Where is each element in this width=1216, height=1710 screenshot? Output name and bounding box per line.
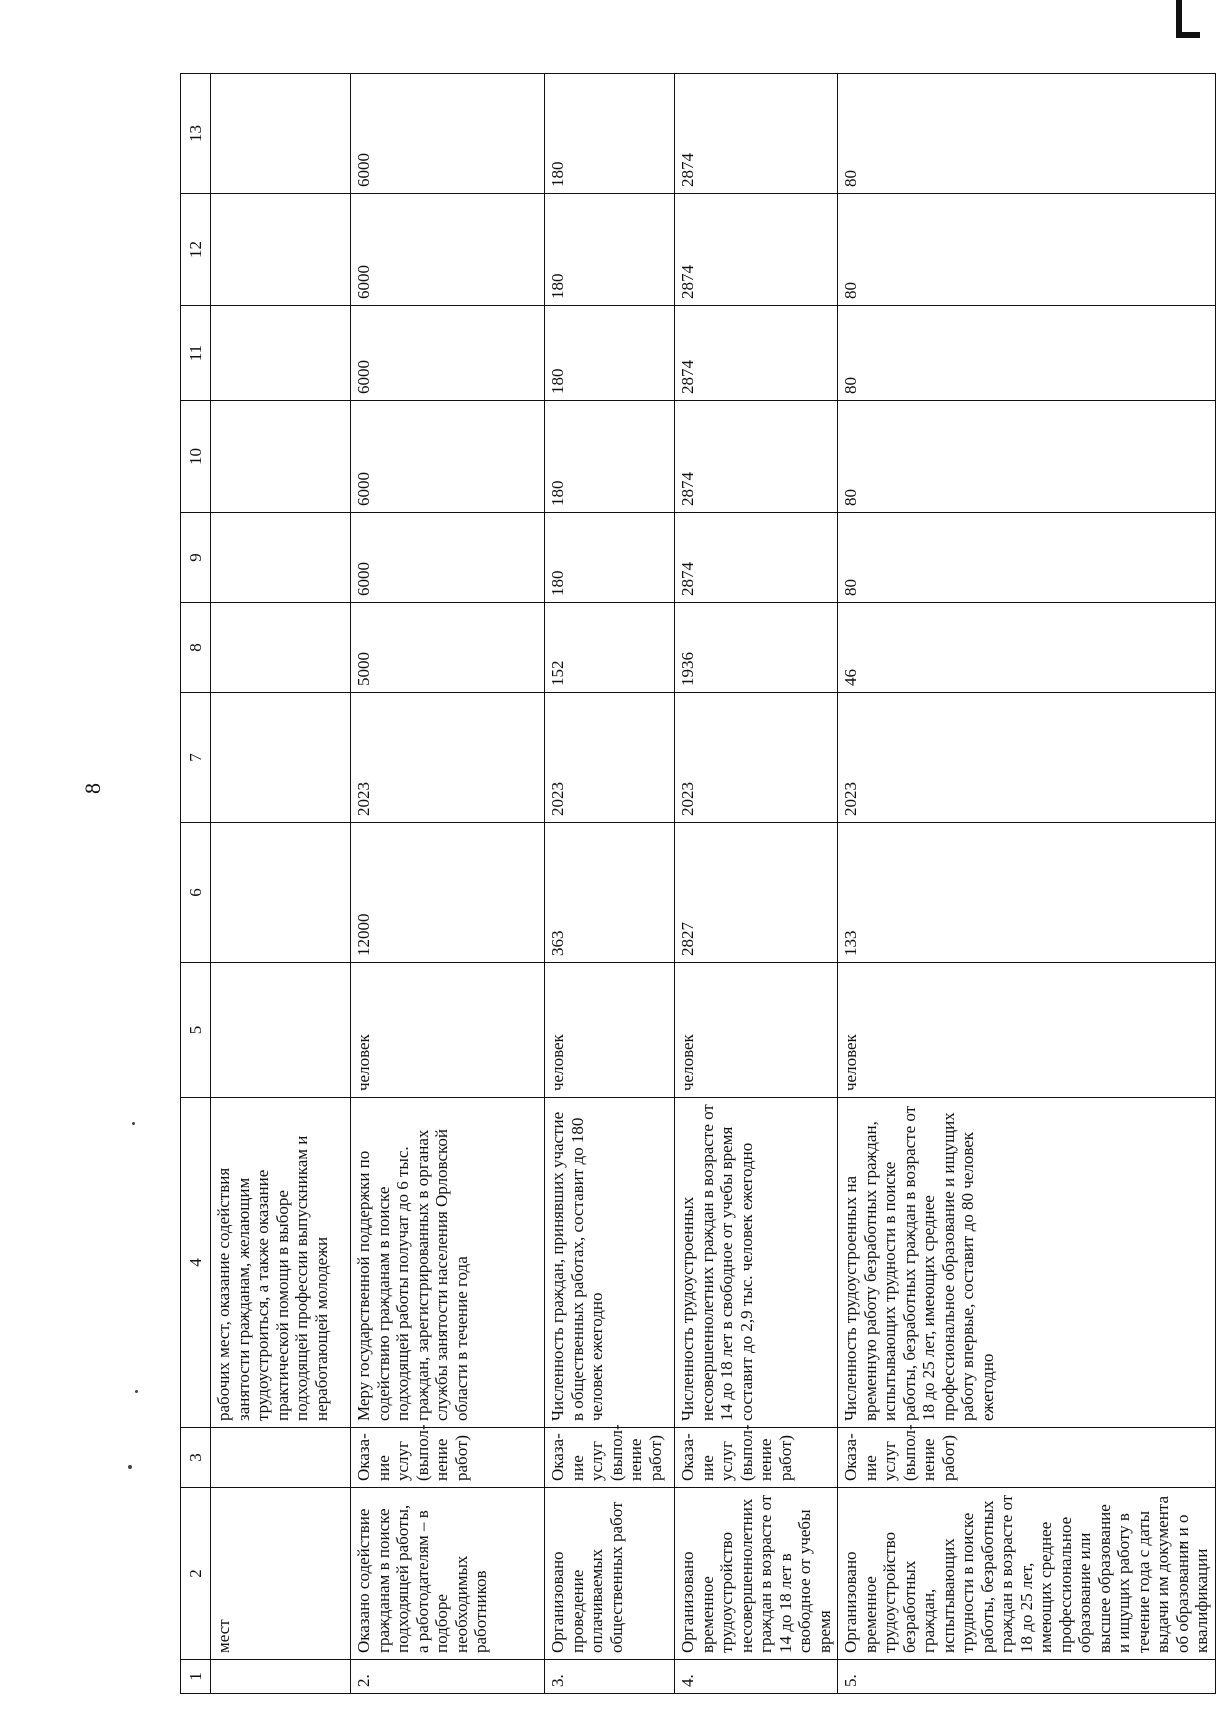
row-number: 4. — [675, 1660, 838, 1694]
value-col-10: 180 — [545, 401, 675, 513]
result-name: Организовано временное трудоустройство несовершеннолетних граждан в возрасте от 14 до 18 лет в свободное от учебы время — [675, 1488, 838, 1660]
row-number: 3. — [545, 1660, 675, 1694]
result-name: Оказано содействие гражданам в поиске подходящей работы, а работодателям – в подборе необходимых работников — [351, 1488, 545, 1660]
col-number: 1 — [181, 1660, 211, 1694]
value-col-11: 2874 — [675, 306, 838, 401]
result-description: Меру государственной поддержки по содействию гражданам в поиске подходящей работы получат до 6 тыс. граждан, зарегистрированных в органах службы занятости населения Орловской области в течение года — [351, 1098, 545, 1428]
col-number: 10 — [181, 401, 211, 513]
result-name: Организовано временное трудоустройство безработных граждан, испытывающих трудности в поиске работы, безработных граждан в возрасте от 18 до 25 лет, имеющих среднее профессиональное образование или высшее образование и ищущих работу в течение года с даты выдачи им документа об образовании и о квалификации — [838, 1488, 1216, 1660]
value-col-9: 2874 — [675, 513, 838, 603]
result-type: Оказа-ние услуг (выпол-нение работ) — [838, 1428, 1216, 1488]
base-year — [211, 693, 351, 823]
table-row — [675, 74, 838, 1694]
value-col-10: 2874 — [675, 401, 838, 513]
col-number: 6 — [181, 823, 211, 963]
program-results-table — [180, 73, 1216, 1694]
result-description: Численность трудоустроенных на временную работу безработных граждан, испытывающих трудности в поиске работы, безработных граждан в возрасте от 18 до 25 лет, имеющих среднее профессиональное образование и ищущих работу впервые, составит до 80 человек ежегодно — [838, 1098, 1216, 1428]
base-value: 2827 — [675, 823, 838, 963]
base-value: 363 — [545, 823, 675, 963]
value-col-12: 180 — [545, 194, 675, 306]
value-col-13 — [211, 74, 351, 194]
result-type: Оказа-ние услуг (выпол-нение работ) — [351, 1428, 545, 1488]
unit: человек — [545, 963, 675, 1098]
value-col-8 — [211, 603, 351, 693]
table-row — [545, 74, 675, 1694]
row-number: 5. — [838, 1660, 1216, 1694]
result-description: Численность трудоустроенных несовершеннолетних граждан в возрасте от 14 до 18 лет в свободное от учебы время составит до 2,9 тыс. человек ежегодно — [675, 1098, 838, 1428]
result-description: рабочих мест, оказание содействия занятости гражданам, желающим трудоустроиться, а также оказание практической помощи в выборе подходящей профессии выпускникам и неработающей молодежи — [211, 1098, 351, 1428]
value-col-8: 46 — [838, 603, 1216, 693]
value-col-12 — [211, 194, 351, 306]
value-col-10: 6000 — [351, 401, 545, 513]
unit: человек — [838, 963, 1216, 1098]
col-number: 11 — [181, 306, 211, 401]
value-col-13: 180 — [545, 74, 675, 194]
unit: человек — [351, 963, 545, 1098]
base-value: 133 — [838, 823, 1216, 963]
row-number: 2. — [351, 1660, 545, 1694]
col-number: 2 — [181, 1488, 211, 1660]
col-number: 4 — [181, 1098, 211, 1428]
value-col-8: 1936 — [675, 603, 838, 693]
col-number: 7 — [181, 693, 211, 823]
value-col-11: 6000 — [351, 306, 545, 401]
value-col-13: 2874 — [675, 74, 838, 194]
unit — [211, 963, 351, 1098]
value-col-11 — [211, 306, 351, 401]
row-number — [211, 1660, 351, 1694]
value-col-11: 180 — [545, 306, 675, 401]
base-year: 2023 — [545, 693, 675, 823]
result-name: Организовано проведение оплачиваемых общественных работ — [545, 1488, 675, 1660]
result-type: Оказа-ние услуг (выпол-нение работ) — [545, 1428, 675, 1488]
value-col-12: 6000 — [351, 194, 545, 306]
table-row — [838, 74, 1216, 1694]
table-row — [351, 74, 545, 1694]
base-value — [211, 823, 351, 963]
col-number: 3 — [181, 1428, 211, 1488]
value-col-9: 80 — [838, 513, 1216, 603]
base-year: 2023 — [838, 693, 1216, 823]
result-name: мест — [211, 1488, 351, 1660]
result-description: Численность граждан, принявших участие в общественных работах, составит до 180 человек ежегодно — [545, 1098, 675, 1428]
value-col-9: 6000 — [351, 513, 545, 603]
col-number: 12 — [181, 194, 211, 306]
base-year: 2023 — [351, 693, 545, 823]
base-value: 12000 — [351, 823, 545, 963]
value-col-11: 80 — [838, 306, 1216, 401]
table-row — [211, 74, 351, 1694]
unit: человек — [675, 963, 838, 1098]
value-col-12: 80 — [838, 194, 1216, 306]
col-number: 8 — [181, 603, 211, 693]
page-number: 8 — [80, 783, 105, 794]
value-col-12: 2874 — [675, 194, 838, 306]
value-col-10 — [211, 401, 351, 513]
col-number: 9 — [181, 513, 211, 603]
base-year: 2023 — [675, 693, 838, 823]
value-col-10: 80 — [838, 401, 1216, 513]
col-number: 13 — [181, 74, 211, 194]
col-number: 5 — [181, 963, 211, 1098]
column-number-row — [181, 74, 211, 1694]
value-col-9 — [211, 513, 351, 603]
value-col-13: 80 — [838, 74, 1216, 194]
value-col-9: 180 — [545, 513, 675, 603]
result-type — [211, 1428, 351, 1488]
value-col-8: 152 — [545, 603, 675, 693]
value-col-8: 5000 — [351, 603, 545, 693]
result-type: Оказа-ние услуг (выпол-нение работ) — [675, 1428, 838, 1488]
value-col-13: 6000 — [351, 74, 545, 194]
